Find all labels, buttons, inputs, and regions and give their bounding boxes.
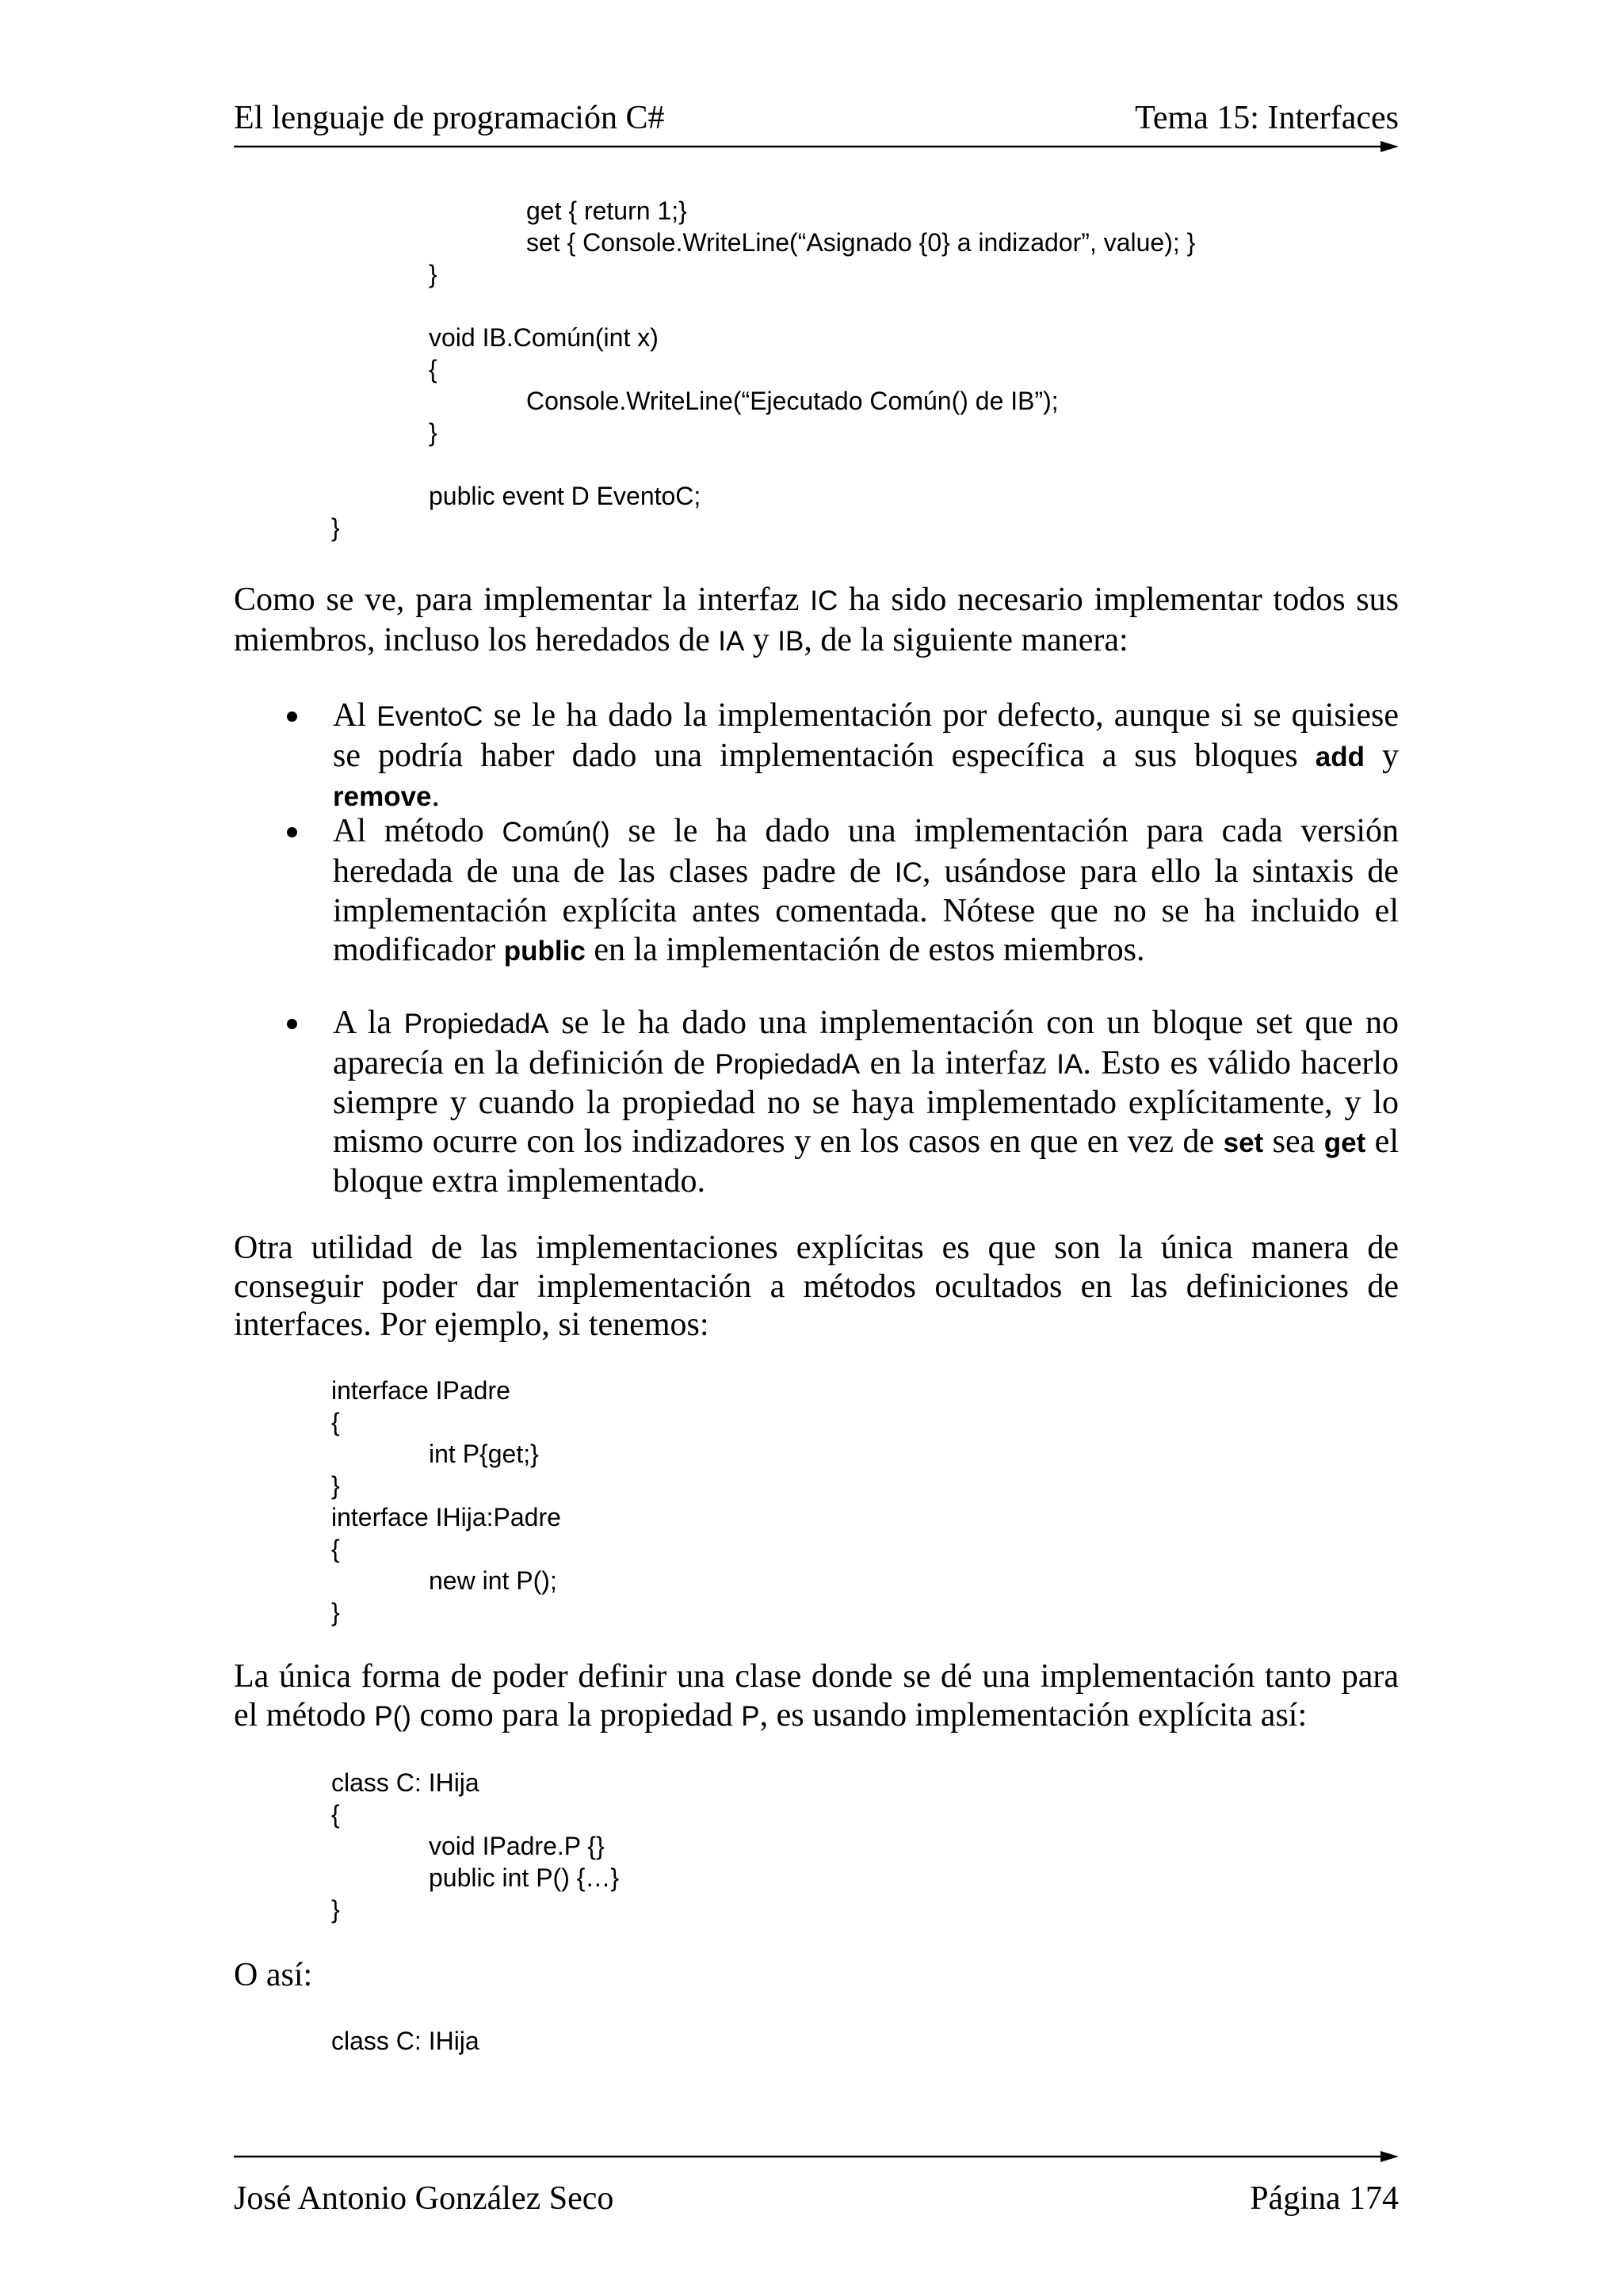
code-line: class C: IHija — [331, 2027, 479, 2055]
code-block-indexer-and-event — [0, 195, 1195, 543]
code-block-interfaces — [0, 1375, 561, 1628]
code-line: public event D EventoC; — [429, 482, 701, 510]
header-title: El lenguaje de programación C# — [234, 100, 665, 136]
code-line: } — [331, 1598, 340, 1627]
code-line: { — [331, 1800, 340, 1829]
code-line: void IB.Común(int x) — [429, 323, 659, 352]
code-line: class C: IHija — [331, 1768, 479, 1797]
code-line: } — [331, 513, 340, 542]
code-block-class-c — [0, 1767, 619, 1925]
code-line: { — [331, 1408, 340, 1436]
code-line: } — [429, 418, 437, 447]
header-rule-arrow — [0, 137, 1623, 156]
code-line: int P{get;} — [429, 1440, 539, 1468]
code-block-class-c-alt — [0, 2025, 479, 2057]
code-line: void IPadre.P {} — [429, 1832, 605, 1860]
footer-page-number: Página 174 — [1250, 2180, 1399, 2217]
document-page: El lenguaje de programación C# Tema 15: Interfaces get { return 1;} set { Console.WriteLine(“Asignado {0} a indizador”, value); } } void IB.Común(int x) { Console.WriteLine(“Ejecutado Común() de IB”); } public event D EventoC; } Como se ve, para implementar la interfaz IC ha sido necesario implementar todos sus miembros, incluso los heredados de IA y IB, de la siguiente manera: Al EventoC se le ha dado la implementación por defecto, aunque si se quisiese se podría haber dado una implementación específica a sus bloques add y remove. Al método Común() se le ha dado una implementación para cada versión heredada de una de las clases padre de IC, usándose para ello la sintaxis de implementación explícita antes comentada. Nótese que no se ha incluido el modificador public en la implementación de estos miembros. A la PropiedadA se le ha dado una implementación con un bloque set que no aparecía en la definición de PropiedadA en la interfaz IA. Esto es válido hacerlo siempre y cuando la propiedad no se haya implementado explícitamente, y lo mismo ocurre con los indizadores y en los casos en que en vez de set sea get el bloque extra implementado. Otra utilidad de las implementaciones explícitas es que son la única manera de conseguir poder dar implementación a métodos ocultados en las definiciones de interfaces. Por ejemplo, si tenemos: interface IPadre { int P{get;} } interface IHija:Padre { new int P(); } La única forma de poder definir una clase donde se dé una implementación tanto para el método P() como para la propiedad P, es usando implementación explícita así: class C: IHija { void IPadre.P {} public int P() {…} } O así: class C: IHija José Antonio González Seco Página 174 — [0, 0, 1623, 2296]
code-line — [0, 290, 1195, 322]
paragraph-hidden-methods: Otra utilidad de las implementaciones explícitas es que son la única manera de conseguir poder dar implementación a métodos ocultados en las definiciones de interfaces. Por ejemplo, si tenemos: — [234, 1230, 1399, 1343]
code-line — [0, 448, 1195, 480]
code-line: public int P() {…} — [429, 1863, 620, 1892]
code-line: interface IPadre — [331, 1376, 510, 1405]
code-line: } — [331, 1471, 340, 1500]
paragraph-implementation-intro: Como se ve, para implementar la interfaz IC ha sido necesario implementar todos sus miembros, incluso los heredados de IA y IB, de la siguiente manera: — [234, 582, 1399, 658]
footer-rule-arrow — [0, 2147, 1623, 2166]
code-line: get { return 1;} — [526, 196, 687, 225]
bullet-icon — [287, 1019, 297, 1029]
code-line: new int P(); — [429, 1566, 557, 1595]
code-line: } — [429, 260, 437, 288]
code-line: set { Console.WriteLine(“Asignado {0} a indizador”, value); } — [526, 228, 1196, 257]
paragraph-or-thus: O así: — [234, 1957, 313, 1993]
code-line: interface IHija:Padre — [331, 1503, 561, 1531]
bullet-icon — [287, 711, 297, 722]
code-line: { — [331, 1535, 340, 1563]
footer-author: José Antonio González Seco — [234, 2180, 614, 2217]
header-chapter: Tema 15: Interfaces — [1135, 100, 1399, 136]
bullet-icon — [287, 827, 297, 837]
paragraph-explicit-implementation: La única forma de poder definir una clase donde se dé una implementación tanto para el método P() como para la propiedad P, es usando implementación explícita así: — [234, 1658, 1399, 1733]
code-line: Console.WriteLine(“Ejecutado Común() de IB”); — [526, 387, 1059, 415]
code-line: } — [331, 1895, 340, 1924]
code-line: { — [429, 355, 437, 383]
